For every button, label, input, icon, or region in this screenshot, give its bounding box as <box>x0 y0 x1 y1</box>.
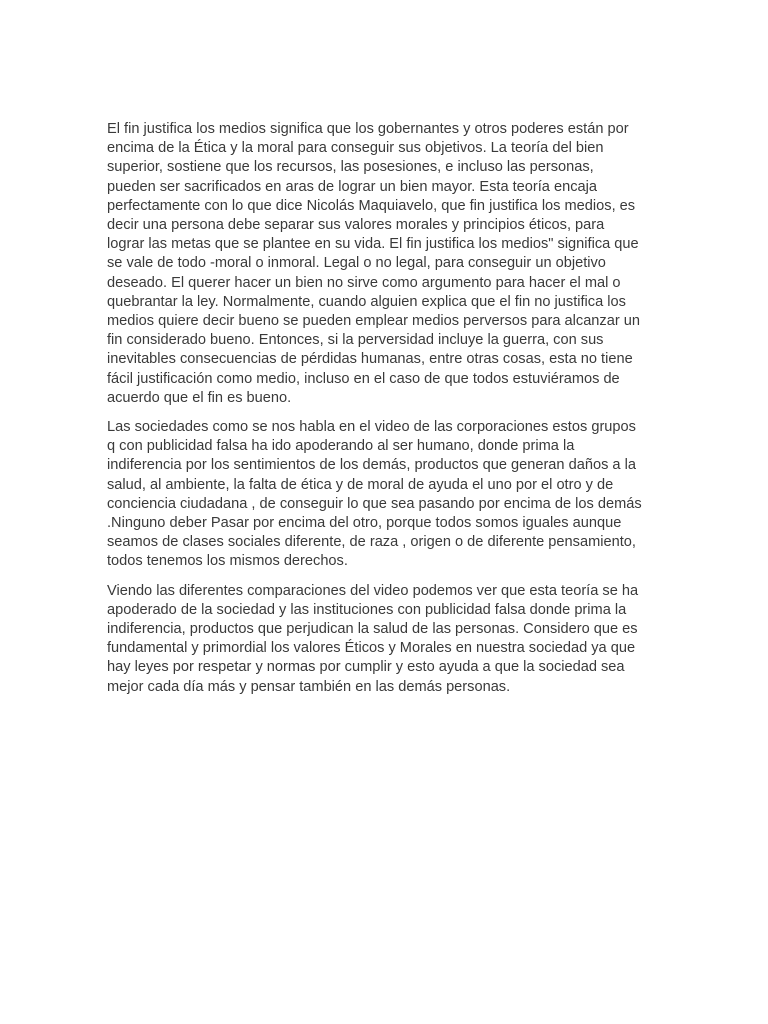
paragraph-3: Viendo las diferentes comparaciones del video podemos ver que esta teoría se ha apoderado de la sociedad y las instituciones con publicidad falsa donde prima la indiferencia, productos que perjudican la salud de las personas. Considero que es fundamental y primordial los valores Éticos y Morales en nuestra sociedad ya que hay leyes por respetar y normas por cumplir y esto ayuda a que la sociedad sea mejor cada día más y pensar también en las demás personas. <box>107 582 639 695</box>
document-body <box>107 120 663 707</box>
paragraph-1: El fin justifica los medios significa que los gobernantes y otros poderes están por encima de la Ética y la moral para conseguir sus objetivos. La teoría del bien superior, sostiene que los recursos, las posesiones, e incluso las personas, pueden ser sacrificados en aras de lograr un bien mayor. Esta teoría encaja perfectamente con lo que dice Nicolás Maquiavelo, que fin justifica los medios, es decir una persona debe separar sus valores morales y principios éticos, para lograr las metas que se plantee en su vida. El fin justifica los medios" significa que se vale de todo -moral o inmoral. Legal o no legal, para conseguir un objetivo deseado. El querer hacer un bien no sirve como argumento para hacer el mal o quebrantar la ley. Normalmente, cuando alguien explica que el fin no justifica los medios quiere decir bueno se pueden emplear medios perversos para alcanzar un fin considerado bueno. Entonces, si la perversidad incluye la guerra, con sus inevitables consecuencias de pérdidas humanas, entre otras cosas, esta no tiene fácil justificación como medio, incluso en el caso de que todos estuviéramos de acuerdo que el fin es bueno. <box>107 121 640 406</box>
paragraph-2: Las sociedades como se nos habla en el video de las corporaciones estos grupos q con publicidad falsa ha ido apoderando al ser humano, donde prima la indiferencia por los sentimientos de los demás, productos que generan daños a la salud, al ambiente, la falta de ética y de moral de ayuda el uno por el otro y de conciencia ciudadana , de conseguir lo que sea pasando por encima de los demás .Ninguno deber Pasar por encima del otro, porque todos somos iguales aunque seamos de clases sociales diferente, de raza , origen o de diferente pensamiento, todos tenemos los mismos derechos. <box>107 419 642 570</box>
